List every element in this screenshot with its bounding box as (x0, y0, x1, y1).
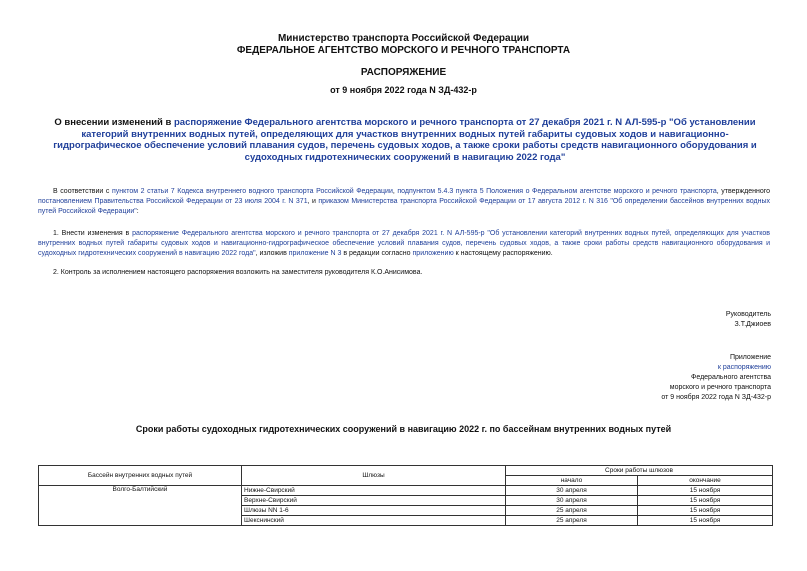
p1-link-regulation[interactable]: подпунктом 5.4.3 пункта 5 Положения о Федеральном агентстве морского и речного транспорта (397, 188, 717, 195)
header-basin: Бассейн внутренних водных путей (39, 466, 242, 486)
document-subject (50, 117, 760, 163)
p1-link-code[interactable]: пунктом 2 статьи 7 Кодекса внутреннего водного транспорта Российской Федерации (111, 188, 393, 195)
p2-link-appendix[interactable]: приложению (412, 250, 454, 257)
lock-name: Шекснинский (242, 516, 506, 526)
agency-title: ФЕДЕРАЛЬНОЕ АГЕНТСТВО МОРСКОГО И РЕЧНОГО ТРАНСПОРТА (236, 45, 571, 56)
lock-start: 30 апреля (506, 486, 638, 496)
header-start: начало (506, 476, 638, 486)
ministry-title: Министерство транспорта Российской Федерации (277, 33, 530, 44)
signature-name: З.Т.Джиоев (734, 321, 771, 328)
document-date: от 9 ноября 2022 года N ЗД-432-р (330, 85, 477, 95)
lock-start: 25 апреля (506, 506, 638, 516)
p1-text-b: , (392, 188, 398, 195)
appendix-header (661, 353, 771, 403)
lock-start: 25 апреля (506, 516, 638, 526)
lock-name: Шлюзы NN 1-6 (242, 506, 506, 516)
p1-text-c: , утвержденного (716, 188, 771, 195)
appendix-line-1: Приложение (729, 354, 771, 361)
lock-end: 15 ноября (638, 486, 773, 496)
lock-start: 30 апреля (506, 496, 638, 506)
p2-text-d: к настоящему распоряжению. (453, 250, 553, 257)
p2-text-a: 1. Внести изменения в (53, 230, 133, 237)
lock-end: 15 ноября (638, 506, 773, 516)
p1-text-d: , и (307, 198, 319, 205)
appendix-link[interactable]: к распоряжению (717, 364, 771, 371)
subject-link[interactable]: распоряжение Федерального агентства морского и речного транспорта от 27 декабря 2021 г. N АЛ-595-р "Об установлении категорий внутренних водных путей, определяющих для участков внутренних водных путей габариты судовых ходов и навигационно-гидрографическое обеспечение условий плавания судов, перечень судовых ходов, а также сроки работы средств навигационного оборудования и судоходных гидротехнических сооружений в навигацию 2022 года" (53, 117, 757, 163)
table-title: Сроки работы судоходных гидротехнических сооружений в навигацию 2022 г. по бассейнам внутренних водных путей (135, 424, 672, 434)
p1-text-a: В соответствии с (53, 188, 112, 195)
p1-link-order[interactable]: приказом Министерства транспорта Российской Федерации от 17 августа 2012 г. N 316 "Об определении бассейнов внутренних водных путей Российской Федерации" (38, 198, 771, 215)
p2-link-appendix3[interactable]: приложение N 3 (288, 250, 342, 257)
table-row (39, 486, 773, 496)
header-period: Сроки работы шлюзов (506, 466, 773, 476)
basin-cell: Волго-Балтийский (39, 486, 242, 526)
lock-end: 15 ноября (638, 496, 773, 506)
signature-block (726, 310, 771, 330)
appendix-line-5: от 9 ноября 2022 года N ЗД-432-р (661, 394, 771, 401)
subject-prefix: О внесении изменений в (54, 117, 174, 128)
lock-name: Верхне-Свирский (242, 496, 506, 506)
appendix-line-2 (661, 363, 771, 373)
appendix-line-4: морского и речного транспорта (669, 384, 771, 391)
p2-text-c: в редакции согласно (341, 250, 413, 257)
header-locks: Шлюзы (242, 466, 506, 486)
lock-name: Нижне-Свирский (242, 486, 506, 496)
appendix-line-3: Федерального агентства (691, 374, 771, 381)
document-type: РАСПОРЯЖЕНИЕ (360, 67, 447, 78)
paragraph-preamble (38, 187, 770, 217)
p1-text-e: : (136, 208, 139, 215)
paragraph-item-2: 2. Контроль за исполнением настоящего распоряжения возложить на заместителя руководителя К.О.Анисимова. (53, 269, 423, 276)
paragraph-item-1 (38, 229, 770, 259)
header-end: окончание (638, 476, 773, 486)
locks-schedule-table (38, 465, 773, 526)
signature-title: Руководитель (725, 311, 771, 318)
lock-end: 15 ноября (638, 516, 773, 526)
p2-link-order[interactable]: распоряжение Федерального агентства морского и речного транспорта от 27 декабря 2021 г. N АЛ-595-р "Об установлении категорий внутренних водных путей, определяющих для участков внутренних водных путей габариты судовых ходов и навигационно-гидрографическое обеспечение условий плавания судов, перечень судовых ходов, а также сроки работы средств навигационного оборудования и судоходных гидротехнических сооружений в навигацию 2022 года" (38, 230, 771, 257)
p1-link-resolution[interactable]: постановлением Правительства Российской Федерации от 23 июля 2004 г. N 371 (38, 198, 308, 205)
p2-text-b: , изложив (255, 250, 289, 257)
